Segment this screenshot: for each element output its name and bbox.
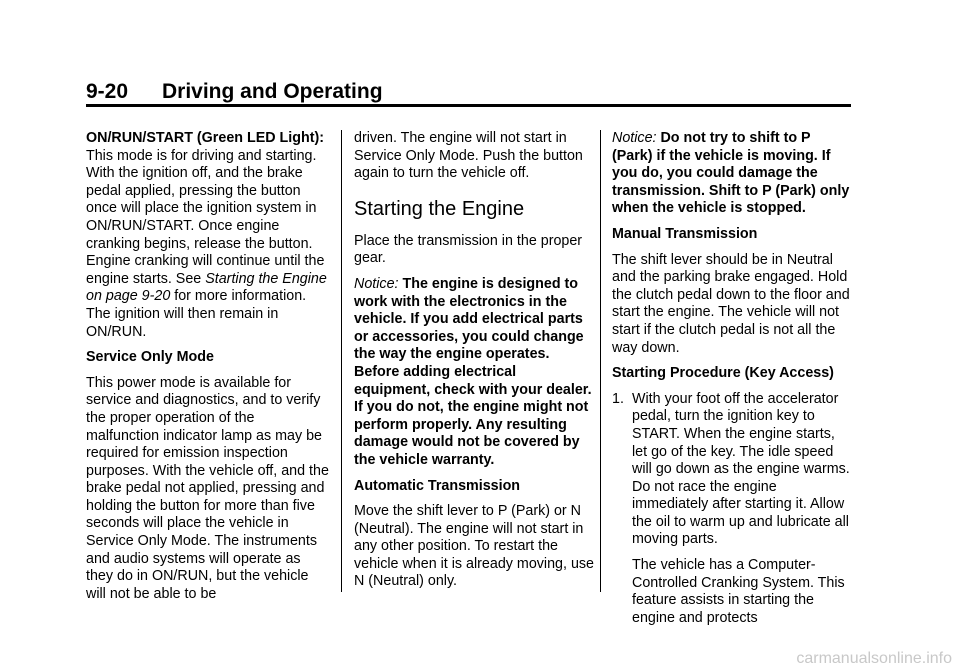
gear-paragraph: Place the transmission in the proper gear.: [354, 232, 583, 267]
step-text: With your foot off the accelerator pedal, turn the ignition key to START. When the engine starts, let go of the key. The idle speed will go down as the engine warms. Do not race the engine immediately after starting it. Allow the oil to warm up and lubricate all moving parts.: [632, 390, 850, 548]
service-mode-paragraph: This power mode is available for service and diagnostics, and to verify the proper operation of the malfunction indicator lamp as may be required for emission inspection purposes. With the vehicle off, and the brake pedal not applied, pressing and holding the button for more than five seconds will place the vehicle in Service Only Mode. The instruments and audio systems will operate as they do in ON/RUN, but the vehicle will not be able to be: [86, 374, 329, 602]
section-title: Driving and Operating: [162, 80, 383, 103]
starting-engine-heading: Starting the Engine: [354, 197, 525, 220]
automatic-transmission-paragraph: Move the shift lever to P (Park) or N (Neutral). The engine will not start in any other position. To restart the vehicle when it is already moving, use N (Neutral) only.: [354, 503, 594, 590]
step-number: 1.: [612, 390, 624, 407]
manual-transmission-heading: Manual Transmission: [612, 225, 758, 242]
column-divider: [341, 130, 342, 592]
page-number: 9-20: [86, 80, 129, 103]
column-3: [612, 130, 852, 635]
notice-paragraph: Notice: The engine is designed to work with the electronics in the vehicle. If you add electrical parts or accessories, you could change the way the engine operates. Before adding electrical equipment, check with your dealer. If you do not, the engine might not perform properly. Any resulting damage would not be covered by the vehicle warranty.: [354, 275, 592, 468]
watermark: carmanualsonline.info: [796, 650, 952, 667]
service-mode-heading: Service Only Mode: [86, 349, 214, 366]
notice-label: Notice:: [612, 130, 657, 146]
continued-paragraph: driven. The engine will not start in Service Only Mode. Push the button again to turn the vehicle off.: [354, 130, 583, 182]
column-1: [86, 130, 331, 611]
notice-paragraph: Notice: Do not try to shift to P (Park) if the vehicle is moving. If you do, you could damage the transmission. Shift to P (Park) only when the vehicle is stopped.: [612, 130, 850, 217]
column-2: [354, 130, 594, 599]
starting-procedure-heading: Starting Procedure (Key Access): [612, 365, 834, 382]
mode-label: ON/RUN/START (Green LED Light):: [86, 130, 324, 146]
list-item: [612, 391, 852, 549]
manual-transmission-paragraph: The shift lever should be in Neutral and the parking brake engaged. Hold the clutch pedal down to the floor and start the engine. The vehicle will not start if the clutch pedal is not all the way down.: [612, 251, 850, 356]
step-sub-paragraph: The vehicle has a Computer-Controlled Cranking System. This feature assists in starting the engine and protects: [632, 557, 845, 626]
automatic-transmission-heading: Automatic Transmission: [354, 477, 521, 494]
column-divider: [600, 130, 601, 592]
header-rule: [86, 104, 851, 107]
notice-label: Notice:: [354, 275, 399, 292]
ignition-mode-paragraph: ON/RUN/START (Green LED Light): This mode is for driving and starting. With the ignition off, and the brake pedal applied, pressing the button once will place the ignition system in ON/RUN/START. Once engine cranking begins, release the button. Engine cranking will continue until the engine starts. See Starting the Engine on page 9-20 for more information. The ignition will then remain in ON/RUN.: [86, 130, 327, 340]
cross-reference-link[interactable]: Starting the Engine on page 9-20: [86, 270, 327, 305]
